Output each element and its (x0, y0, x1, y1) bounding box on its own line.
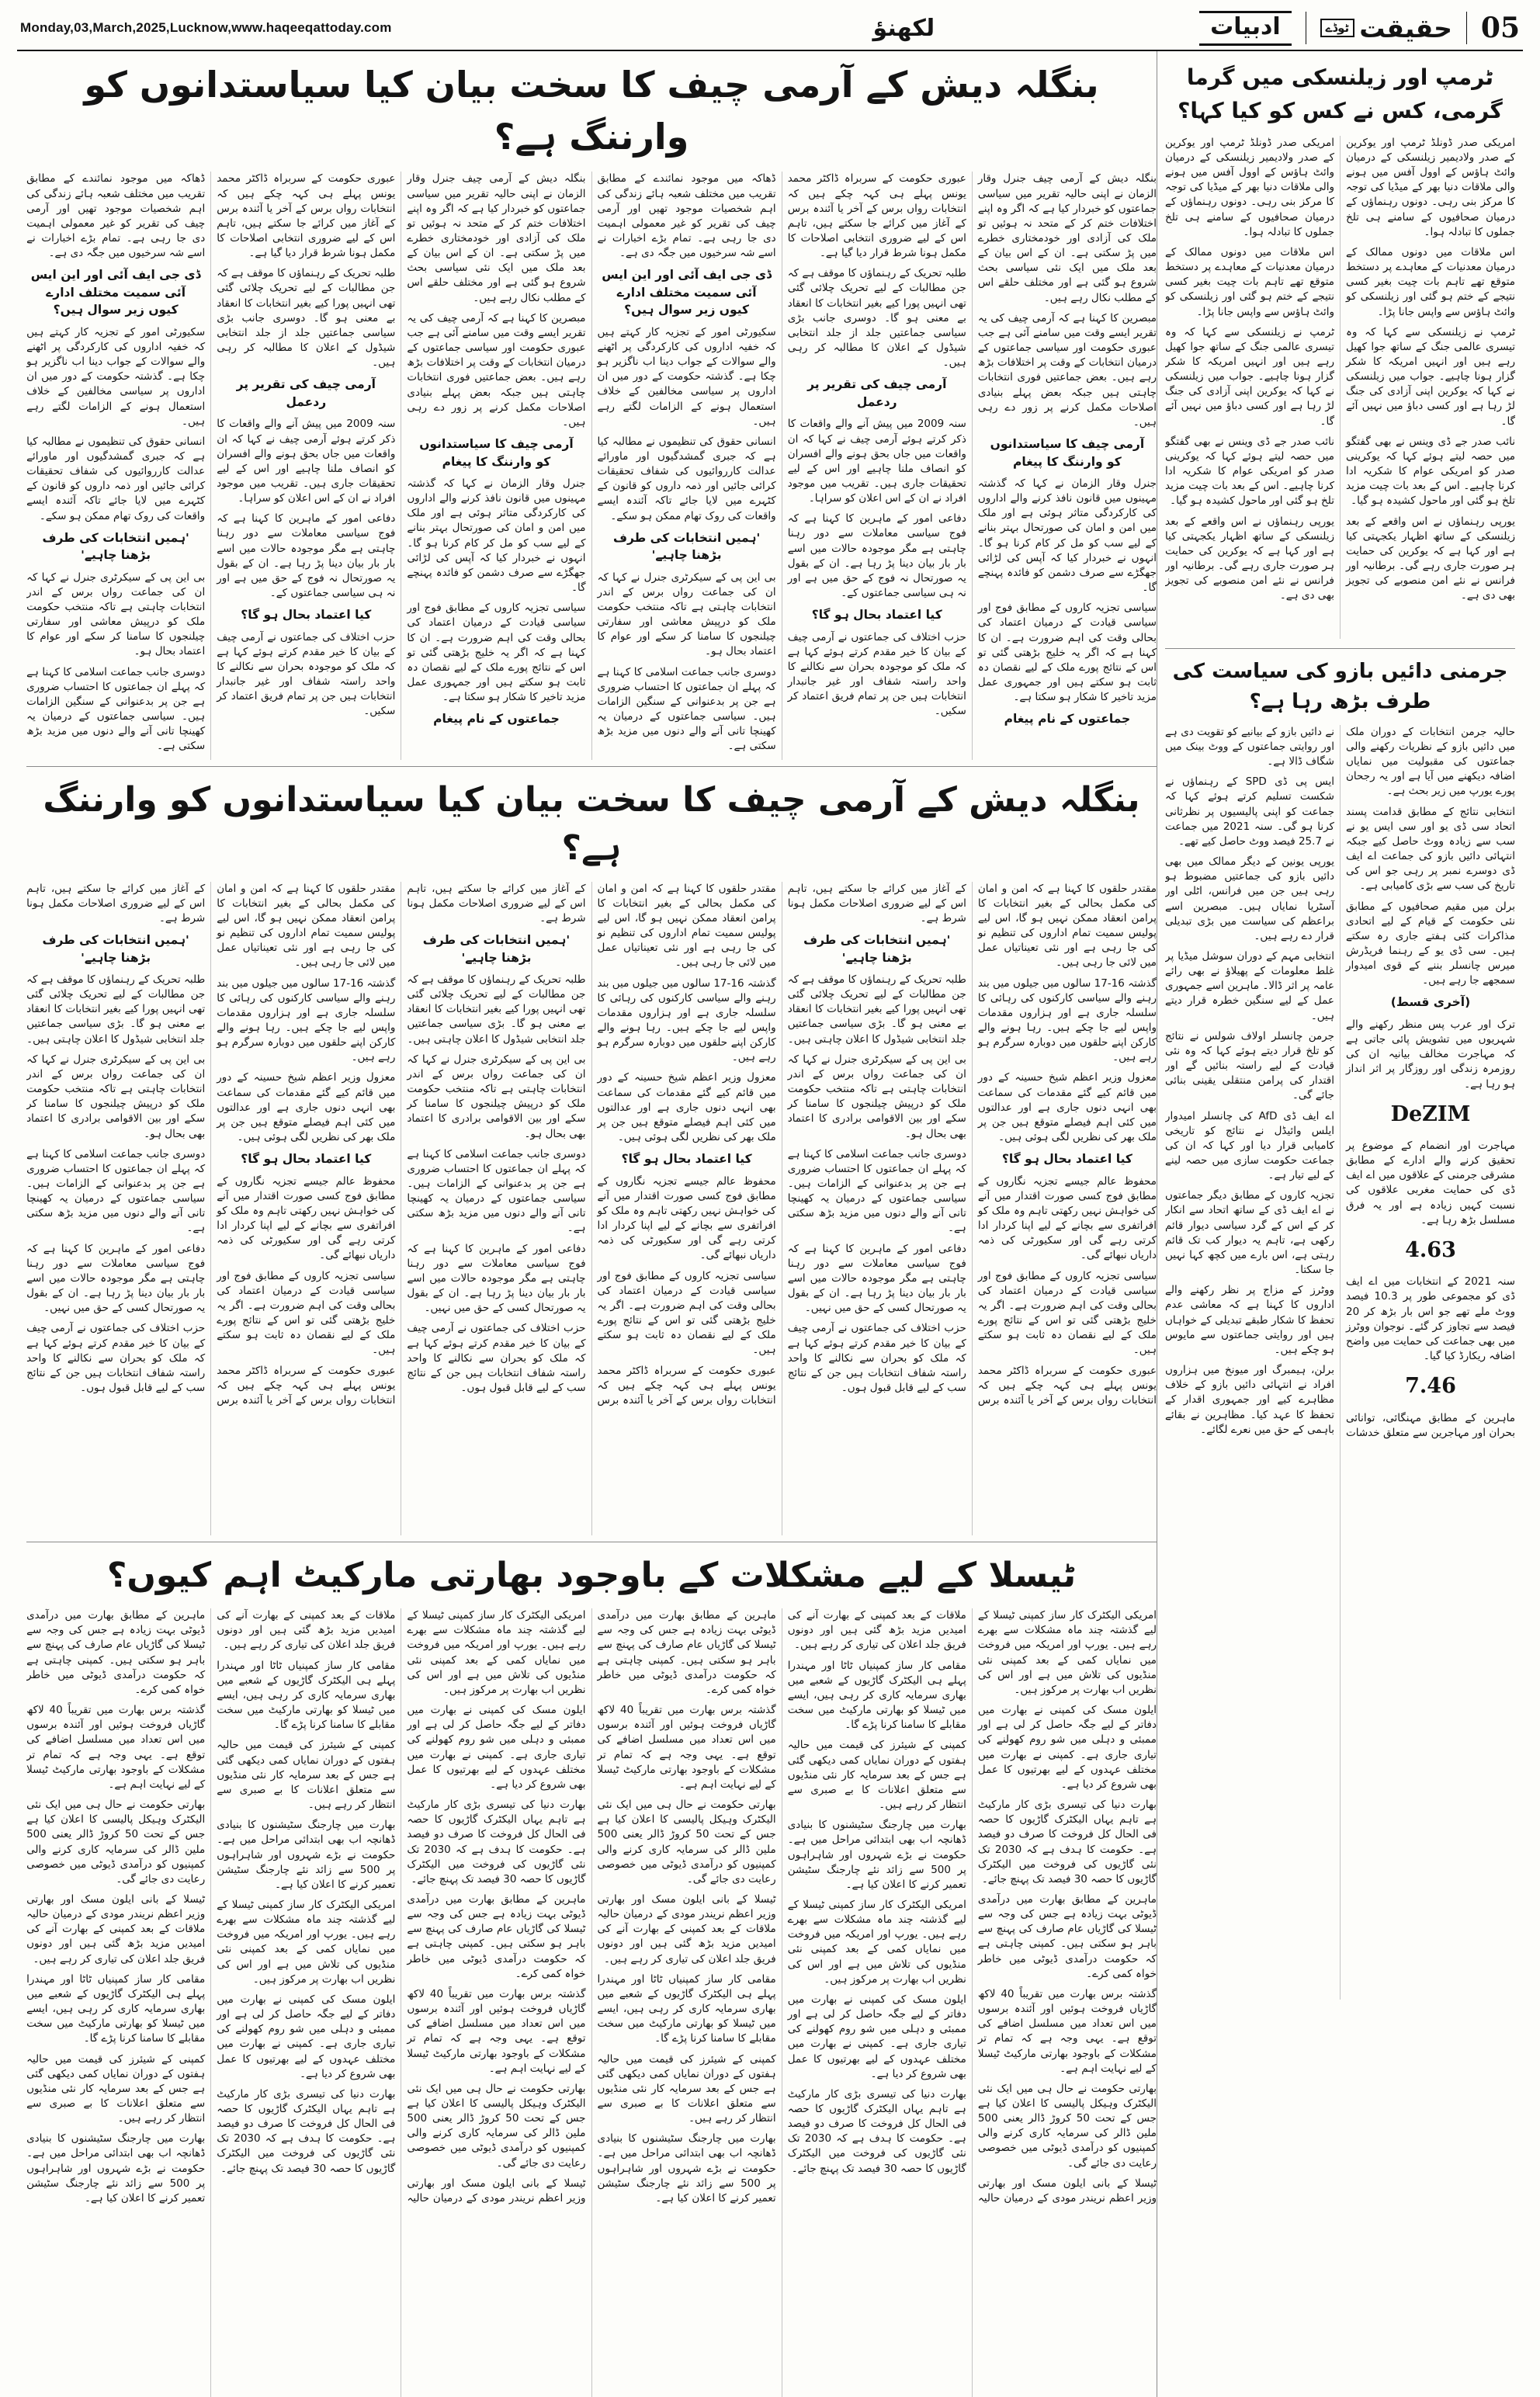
body-paragraph: انسانی حقوق کی تنظیموں نے مطالبہ کیا ہے کہ جبری گمشدگیوں اور ماورائے عدالت کارروائیوں کی شفاف تحقیقات کرائی جائیں اور ذمہ داروں کو قانون کے کٹہرے میں لایا جائے تاکہ آئندہ ایسے واقعات کی روک تھام ممکن ہو سکے۔ (26, 435, 206, 522)
body-paragraph: طلبہ تحریک کے رہنماؤں کا موقف ہے کہ جن مطالبات کے لیے تحریک چلائی گئی تھی انہیں پورا کیے بغیر انتخابات کا انعقاد بے معنی ہو گا۔ بڑی سیاسی جماعتیں جلد انتخابی شیڈول کا اعلان چاہتی ہیں۔ (787, 973, 966, 1046)
body-paragraph: طلبہ تحریک کے رہنماؤں کا موقف ہے کہ جن مطالبات کے لیے تحریک چلائی گئی تھی انہیں پورا کیے بغیر انتخابات کا انعقاد بے معنی ہو گا۔ دوسری جانب بڑی سیاسی جماعتیں جلد از جلد انتخابی شیڈول کے اعلان کا مطالبہ کر رہی ہیں۔ (217, 267, 396, 369)
column-subhead: آرمی چیف کا سیاستدانوں کو وارننگ کا پیغام (419, 437, 574, 469)
body-paragraph: اس ملاقات میں دونوں ممالک کے درمیان معدنیات کے معاہدے پر دستخط متوقع تھے تاہم بات چیت بغیر کسی نتیجے کے ختم ہو گئی اور زیلنسکی کو وائٹ ہاؤس سے واپس جانا پڑا۔ (1346, 245, 1515, 318)
body-paragraph: بنگلہ دیش کے آرمی چیف جنرل وقار الزمان نے اپنی حالیہ تقریر میں سیاسی جماعتوں کو خبردار کیا ہے کہ اگر وہ اپنے اختلافات ختم کر کے متحد نہ ہوئیں تو ملک کی آزادی اور خودمختاری خطرے میں پڑ سکتی ہے۔ ان کے اس بیان کے بعد ملک میں ایک نئی سیاسی بحث شروع ہو گئی ہے اور مختلف حلقے اس کے مطلب نکال رہے ہیں۔ (977, 172, 1157, 304)
body-paragraph: بی این پی کے سیکرٹری جنرل نے کہا کہ ان کی جماعت رواں برس کے اندر انتخابات چاہتی ہے تاکہ منتخب حکومت ملک کو درپیش چیلنجوں کا سامنا کر سکے اور بین الاقوامی برادری کا اعتماد بھی بحال ہو۔ (407, 1053, 586, 1140)
body-paragraph: ماہرین کے مطابق بھارت میں درآمدی ڈیوٹی بہت زیادہ ہے جس کی وجہ سے ٹیسلا کی گاڑیاں عام صارف کی پہنچ سے باہر ہو سکتی ہیں۔ کمپنی چاہتی ہے کہ حکومت درآمدی ڈیوٹی میں خاطر خواہ کمی کرے۔ (26, 1609, 206, 1696)
body-paragraph: مہاجرت اور انضمام کے موضوع پر تحقیق کرنے والے ادارے کے مطابق مشرقی جرمنی کے علاقوں میں اے ایف ڈی کی حمایت مغربی علاقوں کی نسبت کہیں زیادہ ہے اور یہ فرق مسلسل بڑھ رہا ہے۔ (1346, 1140, 1515, 1226)
masthead-subtitle: ٹوڈے (1320, 19, 1355, 37)
body-paragraph: اے ایف ڈی AfD کی چانسلر امیدوار ایلس وائیڈل نے نتائج کو تاریخی کامیابی قرار دیا اور کہا کہ ان کی جماعت حکومت سازی میں حصہ لینے کے لیے تیار ہے۔ (1165, 1109, 1334, 1182)
body-paragraph: محفوظ عالم جیسے تجزیہ نگاروں کے مطابق فوج کسی صورت اقتدار میں آنے کی خواہش نہیں رکھتی تاہم وہ ملک کو افراتفری سے بچانے کے لیے اپنا کردار ادا کرتی رہے گی اور سکیورٹی کی ذمہ داریاں نبھائے گی۔ (217, 1174, 396, 1262)
sidebar-article-headline: جرمنی دائیں بازو کی سیاست کی طرف بڑھ رہا ہے؟ (1165, 648, 1515, 725)
body-paragraph: گذشتہ 16-17 سالوں میں جیلوں میں بند رہنے والے سیاسی کارکنوں کی رہائی کا سلسلہ جاری ہے اور ہزاروں مقدمات واپس لیے جا چکے ہیں۔ رہا ہونے والے کارکن اپنے حلقوں میں دوبارہ سرگرم ہو رہے ہیں۔ (977, 976, 1157, 1064)
body-paragraph: کمپنی کے شیئرز کی قیمت میں حالیہ ہفتوں کے دوران نمایاں کمی دیکھی گئی ہے جس کے بعد سرمایہ کار نئی منڈیوں سے متعلق اعلانات کا بے صبری سے انتظار کر رہے ہیں۔ (597, 2052, 776, 2125)
body-paragraph: سنہ 2021 کے انتخابات میں اے ایف ڈی کو مجموعی طور پر 10.3 فیصد ووٹ ملے تھے جو اس بار بڑھ کر 20 فیصد سے تجاوز کر گئے۔ نوجوان ووٹرز میں بھی جماعت کی حمایت میں واضح اضافہ ریکارڈ کیا گیا۔ (1346, 1275, 1515, 1363)
body-paragraph: ایلون مسک کی کمپنی نے بھارت میں دفاتر کے لیے جگہ حاصل کر لی ہے اور ممبئی و دہلی میں شو روم کھولنے کی تیاری جاری ہے۔ کمپنی نے بھارت میں مختلف عہدوں کے لیے بھرتیوں کا عمل بھی شروع کر دیا ہے۔ (217, 1993, 396, 2080)
body-paragraph: امریکی الیکٹرک کار ساز کمپنی ٹیسلا کے لیے گذشتہ چند ماہ مشکلات سے بھرے رہے ہیں۔ یورپ اور امریکہ میں فروخت میں نمایاں کمی کے بعد کمپنی نئی منڈیوں کی تلاش میں ہے اور اس کی نظریں اب بھارت پر مرکوز ہیں۔ (787, 1898, 966, 1986)
body-paragraph: بی این پی کے سیکرٹری جنرل نے کہا کہ ان کی جماعت رواں برس کے اندر انتخابات چاہتی ہے تاکہ منتخب حکومت ملک کو درپیش چیلنجوں کا سامنا کر سکے اور بین الاقوامی برادری کا اعتماد بھی بحال ہو۔ (787, 1053, 966, 1140)
body-paragraph: سیاسی تجزیہ کاروں کے مطابق فوج اور سیاسی قیادت کے درمیان اعتماد کی بحالی وقت کی اہم ضرورت ہے۔ ان کا کہنا ہے کہ اگر یہ خلیج بڑھتی گئی تو اس کے نتائج پورے ملک کے لیے نقصان دہ ثابت ہو سکتے ہیں اور جمہوری عمل مزید تاخیر کا شکار ہو سکتا ہے۔ (977, 602, 1157, 704)
body-paragraph: مبصرین کا کہنا ہے کہ آرمی چیف کی یہ تقریر ایسے وقت میں سامنے آئی ہے جب عبوری حکومت اور سیاسی جماعتوں کے درمیان انتخابات کے وقت پر اختلافات بڑھ رہے ہیں۔ بعض جماعتیں فوری انتخابات چاہتی ہیں جبکہ بعض پہلے بنیادی اصلاحات مکمل کرنے پر زور دے رہی ہیں۔ (977, 311, 1157, 428)
body-paragraph: دوسری جانب جماعت اسلامی کا کہنا ہے کہ پہلے ان جماعتوں کا احتساب ضروری ہے جن پر بدعنوانی کے الزامات ہیں۔ سیاسی جماعتوں کے درمیان یہ کھینچا تانی آنے والے دنوں میں مزید بڑھ سکتی ہے۔ (787, 1147, 966, 1235)
body-paragraph: مقتدر حلقوں کا کہنا ہے کہ امن و امان کی مکمل بحالی کے بغیر انتخابات کا پرامن انعقاد ممکن نہیں ہو گا، اس لیے پولیس سمیت تمام اداروں کی تنظیم نو کی جا رہی ہے اور نئی تعیناتیاں عمل میں لائی جا رہی ہیں۔ (217, 882, 396, 970)
body-paragraph: دفاعی امور کے ماہرین کا کہنا ہے کہ فوج سیاسی معاملات سے دور رہنا چاہتی ہے مگر موجودہ حالات میں اسے بار بار بیان دینا پڑ رہا ہے۔ ان کے بقول یہ صورتحال نہ فوج کے حق میں ہے اور نہ ہی سیاسی جماعتوں کے۔ (787, 512, 966, 600)
body-paragraph: بھارتی حکومت نے حال ہی میں ایک نئی الیکٹرک وہیکل پالیسی کا اعلان کیا ہے جس کے تحت 50 کروڑ ڈالر یعنی 500 ملین ڈالر کی سرمایہ کاری کرنے والی کمپنیوں کو درآمدی ڈیوٹی میں خصوصی رعایت دی جائے گی۔ (597, 1799, 776, 1885)
body-paragraph: گذشتہ برس بھارت میں تقریباً 40 لاکھ گاڑیاں فروخت ہوئیں اور آئندہ برسوں میں اس تعداد میں مسلسل اضافے کی توقع ہے۔ یہی وجہ ہے کہ تمام تر مشکلات کے باوجود بھارتی مارکیٹ ٹیسلا کے لیے نہایت اہم ہے۔ (977, 1987, 1157, 2075)
pull-number: DeZIM (1390, 1101, 1471, 1126)
column-subhead: 'ہمیں انتخابات کی طرف بڑھنا چاہیے' (803, 933, 951, 965)
dateline: Monday,03,March,2025,Lucknow,www.haqeeqattoday.com (20, 20, 392, 35)
body-paragraph: بی این پی کے سیکرٹری جنرل نے کہا کہ ان کی جماعت رواں برس کے اندر انتخابات چاہتی ہے تاکہ منتخب حکومت ملک کو درپیش معاشی اور سفارتی چیلنجوں کا سامنا کر سکے اور عوام کا اعتماد بحال ہو۔ (26, 571, 206, 658)
body-paragraph: سکیورٹی امور کے تجزیہ کار کہتے ہیں کہ خفیہ اداروں کی کارکردگی پر اٹھنے والے سوالات کے جواب دینا اب ناگزیر ہو چکا ہے۔ گذشتہ حکومت کے دور میں ان اداروں پر سیاسی مخالفین کے خلاف استعمال ہونے کے الزامات لگتے رہے ہیں۔ (597, 325, 776, 428)
column-subhead: کیا اعتماد بحال ہو گا؟ (811, 608, 942, 623)
body-paragraph: بھارت دنیا کی تیسری بڑی کار مارکیٹ ہے تاہم یہاں الیکٹرک گاڑیوں کا حصہ فی الحال کل فروخت کا صرف دو فیصد ہے۔ حکومت کا ہدف ہے کہ 2030 تک نئی گاڑیوں کی فروخت میں الیکٹرک گاڑیوں کا حصہ 30 فیصد تک پہنچ جائے۔ (977, 1799, 1157, 1885)
column-subhead: کیا اعتماد بحال ہو گا؟ (241, 608, 372, 623)
body-paragraph: ایلون مسک کی کمپنی نے بھارت میں دفاتر کے لیے جگہ حاصل کر لی ہے اور ممبئی و دہلی میں شو روم کھولنے کی تیاری جاری ہے۔ کمپنی نے بھارت میں مختلف عہدوں کے لیے بھرتیوں کا عمل بھی شروع کر دیا ہے۔ (407, 1704, 586, 1791)
body-paragraph: بنگلہ دیش کے آرمی چیف جنرل وقار الزمان نے اپنی حالیہ تقریر میں سیاسی جماعتوں کو خبردار کیا ہے کہ اگر وہ اپنے اختلافات ختم کر کے متحد نہ ہوئیں تو ملک کی آزادی اور خودمختاری خطرے میں پڑ سکتی ہے۔ ان کے اس بیان کے بعد ملک میں ایک نئی سیاسی بحث شروع ہو گئی ہے اور مختلف حلقے اس کے مطلب نکال رہے ہیں۔ (407, 172, 586, 304)
article-tesla (26, 1542, 1157, 2397)
article-headline: بنگلہ دیش کے آرمی چیف کا سخت بیان کیا سیاستدانوں کو وارننگ ہے؟ (43, 780, 1140, 868)
body-paragraph: ایس پی ڈی SPD کے رہنماؤں نے شکست تسلیم کرتے ہوئے کہا کہ جماعت کو اپنی پالیسیوں پر نظرثانی کرنا ہو گی۔ سنہ 2021 میں جماعت نے 25.7 فیصد ووٹ حاصل کیے تھے۔ (1165, 775, 1334, 848)
body-paragraph: بھارت دنیا کی تیسری بڑی کار مارکیٹ ہے تاہم یہاں الیکٹرک گاڑیوں کا حصہ فی الحال کل فروخت کا صرف دو فیصد ہے۔ حکومت کا ہدف ہے کہ 2030 تک نئی گاڑیوں کی فروخت میں الیکٹرک گاڑیوں کا حصہ 30 فیصد تک پہنچ جائے۔ (787, 2087, 966, 2175)
body-paragraph: حزب اختلاف کی جماعتوں نے آرمی چیف کے بیان کا خیر مقدم کرتے ہوئے کہا ہے کہ ملک کو موجودہ بحران سے نکالنے کا واحد راستہ شفاف اور غیر جانبدار انتخابات ہیں جن پر تمام فریق اعتماد کر سکیں۔ (217, 630, 396, 718)
body-paragraph: دوسری جانب جماعت اسلامی کا کہنا ہے کہ پہلے ان جماعتوں کا احتساب ضروری ہے جن پر بدعنوانی کے سنگین الزامات ہیں۔ سیاسی جماعتوں کے درمیان یہ کھینچا تانی آنے والے دنوں میں مزید بڑھ سکتی ہے۔ (597, 665, 776, 753)
column-subhead: 'ہمیں انتخابات کی طرف بڑھنا چاہیے' (42, 933, 189, 965)
right-sidebar (1157, 51, 1523, 2397)
body-paragraph: ماہرین کے مطابق بھارت میں درآمدی ڈیوٹی بہت زیادہ ہے جس کی وجہ سے ٹیسلا کی گاڑیاں عام صارف کی پہنچ سے باہر ہو سکتی ہیں۔ کمپنی چاہتی ہے کہ حکومت درآمدی ڈیوٹی میں خاطر خواہ کمی کرے۔ (597, 1609, 776, 1696)
sidebar-article-germany (1165, 639, 1515, 2000)
body-paragraph: گذشتہ 16-17 سالوں میں جیلوں میں بند رہنے والے سیاسی کارکنوں کی رہائی کا سلسلہ جاری ہے اور ہزاروں مقدمات واپس لیے جا چکے ہیں۔ رہا ہونے والے کارکن اپنے حلقوں میں دوبارہ سرگرم ہو رہے ہیں۔ (597, 976, 776, 1064)
article-columns (26, 1608, 1157, 2397)
body-paragraph: جنرل وقار الزمان نے کہا کہ گذشتہ مہینوں میں قانون نافذ کرنے والے اداروں کی کارکردگی متاثر ہوئی ہے اور ملک میں امن و امان کی صورتحال بہتر بنانے کے لیے سب کو مل کر کام کرنا ہو گا۔ انہوں نے خبردار کیا کہ آپس کی لڑائی جھگڑے سے صرف دشمن کو فائدہ پہنچے گا۔ (977, 477, 1157, 595)
column-subhead: جماعتوں کے نام پیغام (1004, 712, 1131, 727)
column-subhead: آرمی چیف کی تقریر پر ردعمل (807, 377, 947, 409)
body-paragraph: امریکی الیکٹرک کار ساز کمپنی ٹیسلا کے لیے گذشتہ چند ماہ مشکلات سے بھرے رہے ہیں۔ یورپ اور امریکہ میں فروخت میں نمایاں کمی کے بعد کمپنی نئی منڈیوں کی تلاش میں ہے اور اس کی نظریں اب بھارت پر مرکوز ہیں۔ (217, 1898, 396, 1986)
pull-number: 4.63 (1405, 1237, 1456, 1262)
main-area (17, 51, 1157, 2397)
sidebar-article-headline: ٹرمپ اور زیلنسکی میں گرما گرمی، کس نے کس کو کیا کہا؟ (1178, 64, 1503, 124)
page-header (17, 8, 1523, 51)
body-paragraph: ٹیسلا کے بانی ایلون مسک اور بھارتی وزیر اعظم نریندر مودی کے درمیان حالیہ ملاقات کے بعد کمپنی کے بھارت آنے کی امیدیں مزید بڑھ گئی ہیں اور دونوں فریق جلد اعلان کی تیاری کر رہے ہیں۔ (217, 1609, 586, 2204)
body-paragraph: ماہرین کے مطابق بھارت میں درآمدی ڈیوٹی بہت زیادہ ہے جس کی وجہ سے ٹیسلا کی گاڑیاں عام صارف کی پہنچ سے باہر ہو سکتی ہیں۔ کمپنی چاہتی ہے کہ حکومت درآمدی ڈیوٹی میں خاطر خواہ کمی کرے۔ (407, 1892, 586, 1980)
body-paragraph: انسانی حقوق کی تنظیموں نے مطالبہ کیا ہے کہ جبری گمشدگیوں اور ماورائے عدالت کارروائیوں کی شفاف تحقیقات کرائی جائیں اور ذمہ داروں کو قانون کے کٹہرے میں لایا جائے تاکہ آئندہ ایسے واقعات کی روک تھام ممکن ہو سکے۔ (597, 435, 776, 522)
body-paragraph: امریکی صدر ڈونلڈ ٹرمپ اور یوکرین کے صدر ولادیمیر زیلنسکی کے درمیان وائٹ ہاؤس کے اوول آفس میں ہونے والی ملاقات دنیا بھر کے میڈیا کی توجہ کا مرکز بنی رہی۔ دونوں رہنماؤں کے درمیان صحافیوں کے سامنے ہی تلخ جملوں کا تبادلہ ہوا۔ (1165, 136, 1334, 238)
body-paragraph: مقامی کار ساز کمپنیاں ٹاٹا اور مہندرا پہلے ہی الیکٹرک گاڑیوں کے شعبے میں بھاری سرمایہ کاری کر رہی ہیں، ایسے میں ٹیسلا کو بھارتی مارکیٹ میں سخت مقابلے کا سامنا کرنا پڑے گا۔ (597, 1972, 776, 2045)
body-paragraph: یورپی رہنماؤں نے اس واقعے کے بعد زیلنسکی کے ساتھ اظہار یکجہتی کیا ہے اور کہا ہے کہ یوکرین کی حمایت ہر صورت جاری رہے گی۔ برطانیہ اور فرانس نے نئے امن منصوبے کی تجویز بھی دی ہے۔ (1346, 515, 1515, 602)
body-paragraph: ڈھاکہ میں موجود نمائندے کے مطابق تقریب میں مختلف شعبہ ہائے زندگی کی اہم شخصیات موجود تھیں اور آرمی چیف کی تقریر کو غیر معمولی اہمیت دی جا رہی ہے۔ تمام بڑے اخبارات نے اسے شہ سرخیوں میں جگہ دی ہے۔ (26, 172, 206, 260)
body-paragraph: ماہرین کے مطابق بھارت میں درآمدی ڈیوٹی بہت زیادہ ہے جس کی وجہ سے ٹیسلا کی گاڑیاں عام صارف کی پہنچ سے باہر ہو سکتی ہیں۔ کمپنی چاہتی ہے کہ حکومت درآمدی ڈیوٹی میں خاطر خواہ کمی کرے۔ (977, 1892, 1157, 1980)
article-columns (26, 172, 1157, 760)
column-subhead: کیا اعتماد بحال ہو گا؟ (621, 1152, 752, 1167)
body-paragraph: انتخابی مہم کے دوران سوشل میڈیا پر غلط معلومات کے پھیلاؤ نے بھی رائے عامہ پر اثر ڈالا۔ ماہرین اسے جمہوری عمل کے لیے سنگین خطرہ قرار دیتے ہیں۔ (1165, 949, 1334, 1022)
body-paragraph: حزب اختلاف کی جماعتوں نے آرمی چیف کے بیان کا خیر مقدم کرتے ہوئے کہا ہے کہ ملک کو بحران سے نکالنے کا واحد راستہ شفاف انتخابات ہیں جن کے نتائج سب کے لیے قابل قبول ہوں۔ (407, 1322, 586, 1395)
body-paragraph: سکیورٹی امور کے تجزیہ کار کہتے ہیں کہ خفیہ اداروں کی کارکردگی پر اٹھنے والے سوالات کے جواب دینا اب ناگزیر ہو چکا ہے۔ گذشتہ حکومت کے دور میں ان اداروں پر سیاسی مخالفین کے خلاف استعمال ہونے کے الزامات لگتے رہے ہیں۔ (26, 325, 206, 428)
column-subhead: کیا اعتماد بحال ہو گا؟ (241, 1152, 372, 1167)
body-paragraph: اس ملاقات میں دونوں ممالک کے درمیان معدنیات کے معاہدے پر دستخط متوقع تھے تاہم بات چیت بغیر کسی نتیجے کے ختم ہو گئی اور زیلنسکی کو وائٹ ہاؤس سے واپس جانا پڑا۔ (1165, 245, 1334, 318)
body-paragraph: بھارتی حکومت نے حال ہی میں ایک نئی الیکٹرک وہیکل پالیسی کا اعلان کیا ہے جس کے تحت 50 کروڑ ڈالر یعنی 500 ملین ڈالر کی سرمایہ کاری کرنے والی کمپنیوں کو درآمدی ڈیوٹی میں خصوصی رعایت دی جائے گی۔ (977, 2082, 1157, 2170)
body-paragraph: حزب اختلاف کی جماعتوں نے آرمی چیف کے بیان کا خیر مقدم کرتے ہوئے کہا ہے کہ ملک کو بحران سے نکالنے کا واحد راستہ شفاف انتخابات ہیں جن کے نتائج سب کے لیے قابل قبول ہوں۔ (787, 1322, 966, 1395)
body-paragraph: بھارتی حکومت نے حال ہی میں ایک نئی الیکٹرک وہیکل پالیسی کا اعلان کیا ہے جس کے تحت 50 کروڑ ڈالر یعنی 500 ملین ڈالر کی سرمایہ کاری کرنے والی کمپنیوں کو درآمدی ڈیوٹی میں خصوصی رعایت دی جائے گی۔ (26, 1799, 206, 1885)
body-paragraph: دوسری جانب جماعت اسلامی کا کہنا ہے کہ پہلے ان جماعتوں کا احتساب ضروری ہے جن پر بدعنوانی کے الزامات ہیں۔ سیاسی جماعتوں کے درمیان یہ کھینچا تانی آنے والے دنوں میں مزید بڑھ سکتی ہے۔ (26, 1147, 206, 1235)
body-paragraph: بھارت میں چارجنگ سٹیشنوں کا بنیادی ڈھانچہ اب بھی ابتدائی مراحل میں ہے۔ حکومت نے بڑے شہروں اور شاہراہوں پر 500 سے زائد نئے چارجنگ سٹیشن تعمیر کرنے کا اعلان کیا ہے۔ (26, 2132, 206, 2204)
body-paragraph: دفاعی امور کے ماہرین کا کہنا ہے کہ فوج سیاسی معاملات سے دور رہنا چاہتی ہے مگر موجودہ حالات میں اسے بار بار بیان دینا پڑ رہا ہے۔ ان کے بقول یہ صورتحال کسی کے حق میں نہیں۔ (407, 1242, 586, 1315)
sidebar-article-columns (1165, 136, 1515, 639)
article-columns (26, 882, 1157, 1535)
body-paragraph: گذشتہ برس بھارت میں تقریباً 40 لاکھ گاڑیاں فروخت ہوئیں اور آئندہ برسوں میں اس تعداد میں مسلسل اضافے کی توقع ہے۔ یہی وجہ ہے کہ تمام تر مشکلات کے باوجود بھارتی مارکیٹ ٹیسلا کے لیے نہایت اہم ہے۔ (26, 1704, 206, 1791)
column-subhead: 'ہمیں انتخابات کی طرف بڑھنا چاہیے' (42, 530, 189, 563)
body-paragraph: ٹیسلا کے بانی ایلون مسک اور بھارتی وزیر اعظم نریندر مودی کے درمیان حالیہ ملاقات کے بعد کمپنی کے بھارت آنے کی امیدیں مزید بڑھ گئی ہیں اور دونوں فریق جلد اعلان کی تیاری کر رہے ہیں۔ (26, 1892, 206, 1965)
column-subhead: ڈی جی ایف آئی اور این ایس آئی سمیت مختلف ادارے کیوں زیر سوال ہیں؟ (602, 268, 772, 317)
body-paragraph: برلن، ہیمبرگ اور میونخ میں ہزاروں افراد نے انتہائی دائیں بازو کے خلاف مظاہرے کیے اور جمہوری اقدار کے تحفظ کا عہد کیا۔ مظاہرین نے بقائے باہمی کے حق میں نعرے لگائے۔ (1165, 1364, 1334, 1436)
sidebar-article-trump-zelensky (1165, 56, 1515, 639)
body-paragraph: یورپی رہنماؤں نے اس واقعے کے بعد زیلنسکی کے ساتھ اظہار یکجہتی کیا ہے اور کہا ہے کہ یوکرین کی حمایت ہر صورت جاری رہے گی۔ برطانیہ اور فرانس نے نئے امن منصوبے کی تجویز بھی دی ہے۔ (1165, 515, 1334, 602)
body-paragraph: محفوظ عالم جیسے تجزیہ نگاروں کے مطابق فوج کسی صورت اقتدار میں آنے کی خواہش نہیں رکھتی تاہم وہ ملک کو افراتفری سے بچانے کے لیے اپنا کردار ادا کرتی رہے گی اور سکیورٹی کی ذمہ داریاں نبھائے گی۔ (977, 1174, 1157, 1262)
body-paragraph: طلبہ تحریک کے رہنماؤں کا موقف ہے کہ جن مطالبات کے لیے تحریک چلائی گئی تھی انہیں پورا کیے بغیر انتخابات کا انعقاد بے معنی ہو گا۔ بڑی سیاسی جماعتیں جلد انتخابی شیڈول کا اعلان چاہتی ہیں۔ (407, 973, 586, 1046)
article-bangladesh-part2 (26, 766, 1157, 1535)
body-paragraph: عبوری حکومت کے سربراہ ڈاکٹر محمد یونس پہلے ہی کہہ چکے ہیں کہ انتخابات رواں برس کے آخر یا آئندہ برس کے آغاز میں کرائے جا سکتے ہیں، تاہم اس کے لیے ضروری اصلاحات مکمل ہونا شرط ہے۔ (407, 882, 776, 1407)
body-paragraph: عبوری حکومت کے سربراہ ڈاکٹر محمد یونس پہلے ہی کہہ چکے ہیں کہ انتخابات رواں برس کے آخر یا آئندہ برس کے آغاز میں کرائے جا سکتے ہیں، تاہم اس کے لیے ضروری انتخابی اصلاحات کا مکمل ہونا شرط قرار دیا گیا ہے۔ (217, 172, 396, 260)
page-number: 05 (1480, 12, 1520, 44)
column-subhead: 'ہمیں انتخابات کی طرف بڑھنا چاہیے' (422, 933, 571, 965)
body-paragraph: گذشتہ 16-17 سالوں میں جیلوں میں بند رہنے والے سیاسی کارکنوں کی رہائی کا سلسلہ جاری ہے اور ہزاروں مقدمات واپس لیے جا چکے ہیں۔ رہا ہونے والے کارکن اپنے حلقوں میں دوبارہ سرگرم ہو رہے ہیں۔ (217, 976, 396, 1064)
body-paragraph: سنہ 2009 میں پیش آنے والے واقعات کا ذکر کرتے ہوئے آرمی چیف نے کہا کہ ان واقعات میں جاں بحق ہونے والے افسران کو انصاف ملنا چاہیے اور اس کے لیے تحقیقات جاری ہیں۔ تقریب میں موجود افراد نے ان کے اس اعلان کو سراہا۔ (217, 418, 396, 505)
column-subhead: کیا اعتماد بحال ہو گا؟ (1001, 1152, 1132, 1167)
body-paragraph: مقامی کار ساز کمپنیاں ٹاٹا اور مہندرا پہلے ہی الیکٹرک گاڑیوں کے شعبے میں بھاری سرمایہ کاری کر رہی ہیں، ایسے میں ٹیسلا کو بھارتی مارکیٹ میں سخت مقابلے کا سامنا کرنا پڑے گا۔ (217, 1659, 396, 1732)
body-paragraph: یورپی یونین کے دیگر ممالک میں بھی دائیں بازو کی جماعتیں مضبوط ہو رہی ہیں جن میں فرانس، اٹلی اور آسٹریا نمایاں ہیں۔ مبصرین اسے براعظم کی سیاست میں بڑی تبدیلی قرار دے رہے ہیں۔ (1165, 855, 1334, 942)
body-paragraph: ٹیسلا کے بانی ایلون مسک اور بھارتی وزیر اعظم نریندر مودی کے درمیان حالیہ ملاقات کے بعد کمپنی کے بھارت آنے کی امیدیں مزید بڑھ گئی ہیں اور دونوں فریق جلد اعلان کی تیاری کر رہے ہیں۔ (787, 1609, 1157, 2204)
city-label: لکھنؤ (872, 14, 935, 42)
body-paragraph: دفاعی امور کے ماہرین کا کہنا ہے کہ فوج سیاسی معاملات سے دور رہنا چاہتی ہے مگر موجودہ حالات میں اسے بار بار بیان دینا پڑ رہا ہے۔ ان کے بقول یہ صورتحال کسی کے حق میں نہیں۔ (787, 1242, 966, 1315)
article-bangladesh-part1 (26, 51, 1157, 760)
body-paragraph: ٹیسلا کے بانی ایلون مسک اور بھارتی وزیر اعظم نریندر مودی کے درمیان حالیہ ملاقات کے بعد کمپنی کے بھارت آنے کی امیدیں مزید بڑھ گئی ہیں اور دونوں فریق جلد اعلان کی تیاری کر رہے ہیں۔ (597, 1892, 776, 1965)
body-paragraph: کمپنی کے شیئرز کی قیمت میں حالیہ ہفتوں کے دوران نمایاں کمی دیکھی گئی ہے جس کے بعد سرمایہ کار نئی منڈیوں سے متعلق اعلانات کا بے صبری سے انتظار کر رہے ہیں۔ (787, 1739, 966, 1812)
body-paragraph: معزول وزیر اعظم شیخ حسینہ کے دور میں قائم کیے گئے مقدمات کی سماعت بھی انہی دنوں جاری ہے اور عدالتوں میں کئی اہم فیصلے متوقع ہیں جن پر ملک بھر کی نظریں لگی ہوئی ہیں۔ (217, 1071, 396, 1144)
body-paragraph: دوسری جانب جماعت اسلامی کا کہنا ہے کہ پہلے ان جماعتوں کا احتساب ضروری ہے جن پر بدعنوانی کے سنگین الزامات ہیں۔ سیاسی جماعتوں کے درمیان یہ کھینچا تانی آنے والے دنوں میں مزید بڑھ سکتی ہے۔ (26, 665, 206, 753)
body-paragraph: طلبہ تحریک کے رہنماؤں کا موقف ہے کہ جن مطالبات کے لیے تحریک چلائی گئی تھی انہیں پورا کیے بغیر انتخابات کا انعقاد بے معنی ہو گا۔ بڑی سیاسی جماعتیں جلد انتخابی شیڈول کا اعلان چاہتی ہیں۔ (26, 973, 206, 1046)
body-paragraph: بی این پی کے سیکرٹری جنرل نے کہا کہ ان کی جماعت رواں برس کے اندر انتخابات چاہتی ہے تاکہ منتخب حکومت ملک کو درپیش معاشی اور سفارتی چیلنجوں کا سامنا کر سکے اور عوام کا اعتماد بحال ہو۔ (597, 571, 776, 658)
body-paragraph: تجزیہ کاروں کے مطابق دیگر جماعتوں نے اے ایف ڈی کے ساتھ اتحاد سے انکار کر کے اس کے گرد سیاسی دیوار قائم رکھی ہے، تاہم یہ دیوار کب تک قائم رہتی ہے، اس بارے میں کچھ کہا نہیں جا سکتا۔ (1165, 1189, 1334, 1277)
article-headline: ٹیسلا کے لیے مشکلات کے باوجود بھارتی مارکیٹ اہم کیوں؟ (106, 1555, 1077, 1595)
body-paragraph: انتخابی نتائج کے مطابق قدامت پسند اتحاد سی ڈی یو اور سی ایس یو نے سب سے زیادہ ووٹ حاصل کیے جبکہ انتہائی دائیں بازو کی جماعت اے ایف ڈی دوسرے نمبر پر رہی جو اس کی تاریخ کی سب سے بڑی کامیابی ہے۔ (1346, 805, 1515, 893)
body-paragraph: جنرل وقار الزمان نے کہا کہ گذشتہ مہینوں میں قانون نافذ کرنے والے اداروں کی کارکردگی متاثر ہوئی ہے اور ملک میں امن و امان کی صورتحال بہتر بنانے کے لیے سب کو مل کر کام کرنا ہو گا۔ انہوں نے خبردار کیا کہ آپس کی لڑائی جھگڑے سے صرف دشمن کو فائدہ پہنچے گا۔ (407, 477, 586, 595)
body-paragraph: ایلون مسک کی کمپنی نے بھارت میں دفاتر کے لیے جگہ حاصل کر لی ہے اور ممبئی و دہلی میں شو روم کھولنے کی تیاری جاری ہے۔ کمپنی نے بھارت میں مختلف عہدوں کے لیے بھرتیوں کا عمل بھی شروع کر دیا ہے۔ (977, 1704, 1157, 1791)
body-paragraph: ٹرمپ نے زیلنسکی سے کہا کہ وہ تیسری عالمی جنگ کے ساتھ جوا کھیل رہے ہیں اور انہیں امریکہ کا شکر گزار ہونا چاہیے۔ جواب میں زیلنسکی نے کہا کہ یوکرین اپنی آزادی کی جنگ لڑ رہا ہے اور کسی دباؤ میں نہیں آئے گا۔ (1165, 325, 1334, 428)
column-subhead: ڈی جی ایف آئی اور این ایس آئی سمیت مختلف ادارے کیوں زیر سوال ہیں؟ (30, 268, 201, 317)
body-paragraph: بھارت میں چارجنگ سٹیشنوں کا بنیادی ڈھانچہ اب بھی ابتدائی مراحل میں ہے۔ حکومت نے بڑے شہروں اور شاہراہوں پر 500 سے زائد نئے چارجنگ سٹیشن تعمیر کرنے کا اعلان کیا ہے۔ (597, 2132, 776, 2204)
body-paragraph: سیاسی تجزیہ کاروں کے مطابق فوج اور سیاسی قیادت کے درمیان اعتماد کی بحالی وقت کی اہم ضرورت ہے۔ اگر یہ خلیج بڑھتی گئی تو اس کے نتائج پورے ملک کے لیے نقصان دہ ثابت ہو سکتے ہیں۔ (977, 1269, 1157, 1357)
body-paragraph: کمپنی کے شیئرز کی قیمت میں حالیہ ہفتوں کے دوران نمایاں کمی دیکھی گئی ہے جس کے بعد سرمایہ کار نئی منڈیوں سے متعلق اعلانات کا بے صبری سے انتظار کر رہے ہیں۔ (217, 1739, 396, 1812)
body-paragraph: بھارت میں چارجنگ سٹیشنوں کا بنیادی ڈھانچہ اب بھی ابتدائی مراحل میں ہے۔ حکومت نے بڑے شہروں اور شاہراہوں پر 500 سے زائد نئے چارجنگ سٹیشن تعمیر کرنے کا اعلان کیا ہے۔ (787, 1819, 966, 1891)
body-paragraph: نائب صدر جے ڈی وینس نے بھی گفتگو میں حصہ لیتے ہوئے کہا کہ یوکرینی صدر کو امریکی عوام کا شکریہ ادا کرنا چاہیے۔ اس کے بعد بات چیت مزید تلخ ہو گئی اور ماحول کشیدہ ہو گیا۔ (1346, 435, 1515, 508)
body-paragraph: سیاسی تجزیہ کاروں کے مطابق فوج اور سیاسی قیادت کے درمیان اعتماد کی بحالی وقت کی اہم ضرورت ہے۔ اگر یہ خلیج بڑھتی گئی تو اس کے نتائج پورے ملک کے لیے نقصان دہ ثابت ہو سکتے ہیں۔ (597, 1269, 776, 1357)
body-paragraph: مبصرین کا کہنا ہے کہ آرمی چیف کی یہ تقریر ایسے وقت میں سامنے آئی ہے جب عبوری حکومت اور سیاسی جماعتوں کے درمیان انتخابات کے وقت پر اختلافات بڑھ رہے ہیں۔ بعض جماعتیں فوری انتخابات چاہتی ہیں جبکہ بعض پہلے بنیادی اصلاحات مکمل کرنے پر زور دے رہی ہیں۔ (407, 311, 586, 428)
body-paragraph: عبوری حکومت کے سربراہ ڈاکٹر محمد یونس پہلے ہی کہہ چکے ہیں کہ انتخابات رواں برس کے آخر یا آئندہ برس کے آغاز میں کرائے جا سکتے ہیں، تاہم اس کے لیے ضروری اصلاحات مکمل ہونا شرط ہے۔ (26, 882, 396, 1407)
column-subhead: آرمی چیف کا سیاستدانوں کو وارننگ کا پیغام (990, 437, 1145, 469)
body-paragraph: حالیہ جرمن انتخابات کے دوران ملک میں دائیں بازو کے نظریات رکھنے والی جماعتوں کی مقبولیت میں نمایاں اضافہ دیکھنے میں آیا ہے اور یہ رجحان پورے یورپ میں زیر بحث ہے۔ (1346, 725, 1515, 798)
masthead (1320, 13, 1452, 43)
body-paragraph: عبوری حکومت کے سربراہ ڈاکٹر محمد یونس پہلے ہی کہہ چکے ہیں کہ انتخابات رواں برس کے آخر یا آئندہ برس کے آغاز میں کرائے جا سکتے ہیں، تاہم اس کے لیے ضروری اصلاحات مکمل ہونا شرط ہے۔ (787, 882, 1157, 1407)
body-paragraph: امریکی صدر ڈونلڈ ٹرمپ اور یوکرین کے صدر ولادیمیر زیلنسکی کے درمیان وائٹ ہاؤس کے اوول آفس میں ہونے والی ملاقات دنیا بھر کے میڈیا کی توجہ کا مرکز بنی رہی۔ دونوں رہنماؤں کے درمیان صحافیوں کے سامنے ہی تلخ جملوں کا تبادلہ ہوا۔ (1346, 136, 1515, 238)
body-paragraph: دفاعی امور کے ماہرین کا کہنا ہے کہ فوج سیاسی معاملات سے دور رہنا چاہتی ہے مگر موجودہ حالات میں اسے بار بار بیان دینا پڑ رہا ہے۔ ان کے بقول یہ صورتحال کسی کے حق میں نہیں۔ (26, 1242, 206, 1315)
body-paragraph: حزب اختلاف کی جماعتوں نے آرمی چیف کے بیان کا خیر مقدم کرتے ہوئے کہا ہے کہ ملک کو بحران سے نکالنے کا واحد راستہ شفاف انتخابات ہیں جن کے نتائج سب کے لیے قابل قبول ہوں۔ (26, 1322, 206, 1395)
masthead-title: حقیقت (1359, 12, 1452, 43)
article-headline: بنگلہ دیش کے آرمی چیف کا سخت بیان کیا سیاستدانوں کو وارننگ ہے؟ (84, 64, 1099, 158)
body-paragraph: جرمن چانسلر اولاف شولس نے نتائج کو تلخ قرار دیتے ہوئے کہا کہ وہ نئی قیادت کے لیے راستہ بنائیں گے اور اقتدار کی پرامن منتقلی یقینی بنائی جائے گی۔ (1165, 1029, 1334, 1102)
body-paragraph: محفوظ عالم جیسے تجزیہ نگاروں کے مطابق فوج کسی صورت اقتدار میں آنے کی خواہش نہیں رکھتی تاہم وہ ملک کو افراتفری سے بچانے کے لیے اپنا کردار ادا کرتی رہے گی اور سکیورٹی کی ذمہ داریاں نبھائے گی۔ (597, 1174, 776, 1262)
masthead-group (1199, 11, 1520, 46)
column-subhead: (آخری قسط) (1390, 995, 1471, 1010)
body-paragraph: دوسری جانب جماعت اسلامی کا کہنا ہے کہ پہلے ان جماعتوں کا احتساب ضروری ہے جن پر بدعنوانی کے الزامات ہیں۔ سیاسی جماعتوں کے درمیان یہ کھینچا تانی آنے والے دنوں میں مزید بڑھ سکتی ہے۔ (407, 1147, 586, 1235)
body-paragraph: ترک اور عرب پس منظر رکھنے والے شہریوں میں تشویش پائی جاتی ہے کہ مہاجرت مخالف بیانیہ ان کی روزمرہ زندگی اور روزگار پر اثر انداز ہو رہا ہے۔ (1346, 1018, 1515, 1091)
body-paragraph: کمپنی کے شیئرز کی قیمت میں حالیہ ہفتوں کے دوران نمایاں کمی دیکھی گئی ہے جس کے بعد سرمایہ کار نئی منڈیوں سے متعلق اعلانات کا بے صبری سے انتظار کر رہے ہیں۔ (26, 2052, 206, 2125)
body-paragraph: ٹرمپ نے زیلنسکی سے کہا کہ وہ تیسری عالمی جنگ کے ساتھ جوا کھیل رہے ہیں اور انہیں امریکہ کا شکر گزار ہونا چاہیے۔ جواب میں زیلنسکی نے کہا کہ یوکرین اپنی آزادی کی جنگ لڑ رہا ہے اور کسی دباؤ میں نہیں آئے گا۔ (1346, 325, 1515, 428)
body-paragraph: گذشتہ برس بھارت میں تقریباً 40 لاکھ گاڑیاں فروخت ہوئیں اور آئندہ برسوں میں اس تعداد میں مسلسل اضافے کی توقع ہے۔ یہی وجہ ہے کہ تمام تر مشکلات کے باوجود بھارتی مارکیٹ ٹیسلا کے لیے نہایت اہم ہے۔ (407, 1987, 586, 2075)
body-paragraph: مقامی کار ساز کمپنیاں ٹاٹا اور مہندرا پہلے ہی الیکٹرک گاڑیوں کے شعبے میں بھاری سرمایہ کاری کر رہی ہیں، ایسے میں ٹیسلا کو بھارتی مارکیٹ میں سخت مقابلے کا سامنا کرنا پڑے گا۔ (787, 1659, 966, 1732)
body-paragraph: نائب صدر جے ڈی وینس نے بھی گفتگو میں حصہ لیتے ہوئے کہا کہ یوکرینی صدر کو امریکی عوام کا شکریہ ادا کرنا چاہیے۔ اس کے بعد بات چیت مزید تلخ ہو گئی اور ماحول کشیدہ ہو گیا۔ (1165, 435, 1334, 508)
body-paragraph: گذشتہ برس بھارت میں تقریباً 40 لاکھ گاڑیاں فروخت ہوئیں اور آئندہ برسوں میں اس تعداد میں مسلسل اضافے کی توقع ہے۔ یہی وجہ ہے کہ تمام تر مشکلات کے باوجود بھارتی مارکیٹ ٹیسلا کے لیے نہایت اہم ہے۔ (597, 1704, 776, 1791)
column-subhead: آرمی چیف کی تقریر پر ردعمل (236, 377, 376, 409)
body-paragraph: مقتدر حلقوں کا کہنا ہے کہ امن و امان کی مکمل بحالی کے بغیر انتخابات کا پرامن انعقاد ممکن نہیں ہو گا، اس لیے پولیس سمیت تمام اداروں کی تنظیم نو کی جا رہی ہے اور نئی تعیناتیاں عمل میں لائی جا رہی ہیں۔ (977, 882, 1157, 970)
content-area (17, 51, 1523, 2397)
body-paragraph: بھارتی حکومت نے حال ہی میں ایک نئی الیکٹرک وہیکل پالیسی کا اعلان کیا ہے جس کے تحت 50 کروڑ ڈالر یعنی 500 ملین ڈالر کی سرمایہ کاری کرنے والی کمپنیوں کو درآمدی ڈیوٹی میں خصوصی رعایت دی جائے گی۔ (407, 2082, 586, 2170)
body-paragraph: سیاسی تجزیہ کاروں کے مطابق فوج اور سیاسی قیادت کے درمیان اعتماد کی بحالی وقت کی اہم ضرورت ہے۔ اگر یہ خلیج بڑھتی گئی تو اس کے نتائج پورے ملک کے لیے نقصان دہ ثابت ہو سکتے ہیں۔ (217, 1269, 396, 1357)
body-paragraph: بھارت دنیا کی تیسری بڑی کار مارکیٹ ہے تاہم یہاں الیکٹرک گاڑیوں کا حصہ فی الحال کل فروخت کا صرف دو فیصد ہے۔ حکومت کا ہدف ہے کہ 2030 تک نئی گاڑیوں کی فروخت میں الیکٹرک گاڑیوں کا حصہ 30 فیصد تک پہنچ جائے۔ (407, 1799, 586, 1885)
body-paragraph: ایلون مسک کی کمپنی نے بھارت میں دفاتر کے لیے جگہ حاصل کر لی ہے اور ممبئی و دہلی میں شو روم کھولنے کی تیاری جاری ہے۔ کمپنی نے بھارت میں مختلف عہدوں کے لیے بھرتیوں کا عمل بھی شروع کر دیا ہے۔ (787, 1993, 966, 2080)
body-paragraph: ووٹرز کے مزاج پر نظر رکھنے والے اداروں کا کہنا ہے کہ معاشی عدم تحفظ کا شکار طبقے تبدیلی کے خواہاں ہیں اور روایتی جماعتوں سے مایوس ہو چکے ہیں۔ (1165, 1284, 1334, 1356)
body-paragraph: ماہرین کے مطابق مہنگائی، توانائی بحران اور مہاجرین سے متعلق خدشات نے دائیں بازو کے بیانیے کو تقویت دی ہے اور روایتی جماعتوں کے ووٹ بینک میں شگاف ڈالا ہے۔ (1165, 725, 1515, 1439)
column-subhead: جماعتوں کے نام پیغام (433, 712, 560, 727)
column-subhead: 'ہمیں انتخابات کی طرف بڑھنا چاہیے' (612, 530, 761, 563)
body-paragraph: معزول وزیر اعظم شیخ حسینہ کے دور میں قائم کیے گئے مقدمات کی سماعت بھی انہی دنوں جاری ہے اور عدالتوں میں کئی اہم فیصلے متوقع ہیں جن پر ملک بھر کی نظریں لگی ہوئی ہیں۔ (597, 1071, 776, 1144)
body-paragraph: حزب اختلاف کی جماعتوں نے آرمی چیف کے بیان کا خیر مقدم کرتے ہوئے کہا ہے کہ ملک کو موجودہ بحران سے نکالنے کا واحد راستہ شفاف اور غیر جانبدار انتخابات ہیں جن پر تمام فریق اعتماد کر سکیں۔ (787, 630, 966, 718)
body-paragraph: بھارت دنیا کی تیسری بڑی کار مارکیٹ ہے تاہم یہاں الیکٹرک گاڑیوں کا حصہ فی الحال کل فروخت کا صرف دو فیصد ہے۔ حکومت کا ہدف ہے کہ 2030 تک نئی گاڑیوں کی فروخت میں الیکٹرک گاڑیوں کا حصہ 30 فیصد تک پہنچ جائے۔ (217, 2087, 396, 2175)
body-paragraph: امریکی الیکٹرک کار ساز کمپنی ٹیسلا کے لیے گذشتہ چند ماہ مشکلات سے بھرے رہے ہیں۔ یورپ اور امریکہ میں فروخت میں نمایاں کمی کے بعد کمپنی نئی منڈیوں کی تلاش میں ہے اور اس کی نظریں اب بھارت پر مرکوز ہیں۔ (407, 1609, 586, 1696)
body-paragraph: سیاسی تجزیہ کاروں کے مطابق فوج اور سیاسی قیادت کے درمیان اعتماد کی بحالی وقت کی اہم ضرورت ہے۔ ان کا کہنا ہے کہ اگر یہ خلیج بڑھتی گئی تو اس کے نتائج پورے ملک کے لیے نقصان دہ ثابت ہو سکتے ہیں اور جمہوری عمل مزید تاخیر کا شکار ہو سکتا ہے۔ (407, 602, 586, 704)
body-paragraph: بھارت میں چارجنگ سٹیشنوں کا بنیادی ڈھانچہ اب بھی ابتدائی مراحل میں ہے۔ حکومت نے بڑے شہروں اور شاہراہوں پر 500 سے زائد نئے چارجنگ سٹیشن تعمیر کرنے کا اعلان کیا ہے۔ (217, 1819, 396, 1891)
body-paragraph: طلبہ تحریک کے رہنماؤں کا موقف ہے کہ جن مطالبات کے لیے تحریک چلائی گئی تھی انہیں پورا کیے بغیر انتخابات کا انعقاد بے معنی ہو گا۔ دوسری جانب بڑی سیاسی جماعتیں جلد از جلد انتخابی شیڈول کے اعلان کا مطالبہ کر رہی ہیں۔ (787, 267, 966, 369)
sidebar-article-columns (1165, 725, 1515, 2000)
section-badge: ادبیات (1199, 11, 1292, 46)
body-paragraph: مقامی کار ساز کمپنیاں ٹاٹا اور مہندرا پہلے ہی الیکٹرک گاڑیوں کے شعبے میں بھاری سرمایہ کاری کر رہی ہیں، ایسے میں ٹیسلا کو بھارتی مارکیٹ میں سخت مقابلے کا سامنا کرنا پڑے گا۔ (26, 1972, 206, 2045)
body-paragraph: برلن میں مقیم صحافیوں کے مطابق نئی حکومت کے قیام کے لیے اتحادی مذاکرات کئی ہفتے جاری رہ سکتے ہیں۔ سی ڈی یو کے رہنما فریڈرش میرس چانسلر بننے کے قوی امیدوار سمجھے جا رہے ہیں۔ (1346, 900, 1515, 987)
body-paragraph: ڈھاکہ میں موجود نمائندے کے مطابق تقریب میں مختلف شعبہ ہائے زندگی کی اہم شخصیات موجود تھیں اور آرمی چیف کی تقریر کو غیر معمولی اہمیت دی جا رہی ہے۔ تمام بڑے اخبارات نے اسے شہ سرخیوں میں جگہ دی ہے۔ (597, 172, 776, 260)
body-paragraph: مقتدر حلقوں کا کہنا ہے کہ امن و امان کی مکمل بحالی کے بغیر انتخابات کا پرامن انعقاد ممکن نہیں ہو گا، اس لیے پولیس سمیت تمام اداروں کی تنظیم نو کی جا رہی ہے اور نئی تعیناتیاں عمل میں لائی جا رہی ہیں۔ (597, 882, 776, 970)
body-paragraph: معزول وزیر اعظم شیخ حسینہ کے دور میں قائم کیے گئے مقدمات کی سماعت بھی انہی دنوں جاری ہے اور عدالتوں میں کئی اہم فیصلے متوقع ہیں جن پر ملک بھر کی نظریں لگی ہوئی ہیں۔ (977, 1071, 1157, 1144)
pull-number: 7.46 (1405, 1374, 1456, 1399)
body-paragraph: امریکی الیکٹرک کار ساز کمپنی ٹیسلا کے لیے گذشتہ چند ماہ مشکلات سے بھرے رہے ہیں۔ یورپ اور امریکہ میں فروخت میں نمایاں کمی کے بعد کمپنی نئی منڈیوں کی تلاش میں ہے اور اس کی نظریں اب بھارت پر مرکوز ہیں۔ (977, 1609, 1157, 1696)
body-paragraph: عبوری حکومت کے سربراہ ڈاکٹر محمد یونس پہلے ہی کہہ چکے ہیں کہ انتخابات رواں برس کے آخر یا آئندہ برس کے آغاز میں کرائے جا سکتے ہیں، تاہم اس کے لیے ضروری انتخابی اصلاحات کا مکمل ہونا شرط قرار دیا گیا ہے۔ (787, 172, 966, 260)
body-paragraph: دفاعی امور کے ماہرین کا کہنا ہے کہ فوج سیاسی معاملات سے دور رہنا چاہتی ہے مگر موجودہ حالات میں اسے بار بار بیان دینا پڑ رہا ہے۔ ان کے بقول یہ صورتحال نہ فوج کے حق میں ہے اور نہ ہی سیاسی جماعتوں کے۔ (217, 512, 396, 600)
body-paragraph: بی این پی کے سیکرٹری جنرل نے کہا کہ ان کی جماعت رواں برس کے اندر انتخابات چاہتی ہے تاکہ منتخب حکومت ملک کو درپیش چیلنجوں کا سامنا کر سکے اور بین الاقوامی برادری کا اعتماد بھی بحال ہو۔ (26, 1053, 206, 1140)
header-divider (1466, 12, 1467, 44)
body-paragraph: سنہ 2009 میں پیش آنے والے واقعات کا ذکر کرتے ہوئے آرمی چیف نے کہا کہ ان واقعات میں جاں بحق ہونے والے افسران کو انصاف ملنا چاہیے اور اس کے لیے تحقیقات جاری ہیں۔ تقریب میں موجود افراد نے ان کے اس اعلان کو سراہا۔ (787, 418, 966, 505)
